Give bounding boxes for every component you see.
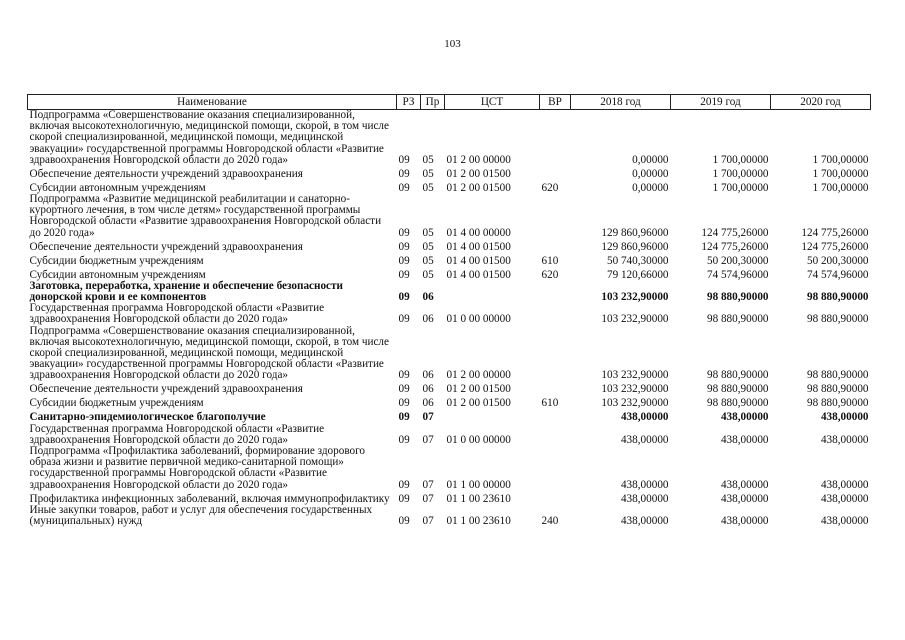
cell-name: Иные закупки товаров, работ и услуг для обеспечения государственных (муниципальных) нужд (29, 503, 373, 528)
cell-rz: 09 (398, 313, 410, 326)
cell-2018: 438,00000 (620, 433, 669, 446)
cell-name: Обеспечение деятельности учреждений здравоохранения (29, 240, 303, 253)
cell-2018: 103 232,90000 (601, 313, 669, 326)
cell-2020: 124 775,26000 (801, 226, 869, 239)
header-rz: РЗ (397, 95, 421, 110)
cell-2018: 103 232,90000 (601, 291, 669, 304)
cell-rz: 09 (398, 492, 410, 505)
cell-2020: 98 880,90000 (806, 369, 869, 382)
cell-pr: 05 (422, 254, 434, 267)
cell-vr (540, 303, 571, 325)
cell-pr: 07 (422, 515, 434, 528)
cell-cst: 01 4 00 00000 (446, 226, 511, 239)
cell-vr (540, 424, 571, 446)
cell-cst: 01 4 00 01500 (446, 268, 511, 281)
header-pr: Пр (421, 95, 445, 110)
cell-name: Государственная программа Новгородской области «Развитие здравоохранения Новгородской области до 2020 года» (29, 302, 325, 326)
cell-rz: 09 (398, 240, 410, 253)
cell-2020: 438,00000 (820, 433, 869, 446)
cell-rz: 09 (398, 181, 410, 194)
table-row (28, 505, 871, 527)
cell-rz: 09 (398, 515, 410, 528)
cell-cst (445, 410, 540, 424)
cell-name: Профилактика инфекционных заболеваний, включая иммунопрофилактику (29, 492, 390, 505)
cell-2018: 103 232,90000 (601, 383, 669, 396)
header-row (28, 95, 871, 110)
cell-name: Подпрограмма «Совершенствование оказания специализированной, включая высокотехнологичную, медицинской помощи, скорой, в том числе скорой специализированной, медицинской помощи, медицинской эвакуации» государственной программы Новгородской области «Развитие здравоохранения Новгородской области до 2020 года» (29, 324, 389, 382)
cell-rz: 09 (398, 291, 410, 304)
cell-2018: 438,00000 (620, 478, 669, 491)
cell-pr: 05 (422, 181, 434, 194)
cell-vr (540, 110, 571, 167)
cell-pr: 06 (422, 383, 434, 396)
cell-2018: 103 232,90000 (601, 369, 669, 382)
cell-2018: 50 740,30000 (606, 254, 669, 267)
cell-2020: 98 880,90000 (806, 383, 869, 396)
cell-2020: 1 700,00000 (812, 167, 869, 180)
cell-2019: 1 700,00000 (712, 181, 769, 194)
cell-vr: 620 (541, 268, 559, 281)
cell-rz: 09 (398, 411, 410, 424)
table-row (28, 253, 871, 267)
cell-2018: 438,00000 (620, 492, 669, 505)
cell-name: Субсидии бюджетным учреждениям (29, 397, 204, 410)
cell-2018: 129 860,96000 (601, 226, 669, 239)
table-row (28, 410, 871, 424)
cell-vr: 610 (541, 397, 559, 410)
table-row (28, 194, 871, 239)
table-header (28, 95, 871, 110)
header-2018: 2018 год (571, 95, 671, 110)
cell-pr: 06 (422, 369, 434, 382)
cell-2020: 438,00000 (820, 411, 869, 424)
cell-name: Субсидии автономным учреждениям (29, 268, 206, 281)
cell-2018: 103 232,90000 (601, 397, 669, 410)
cell-rz: 09 (398, 433, 410, 446)
cell-2019: 124 775,26000 (701, 226, 769, 239)
cell-cst: 01 2 00 01500 (446, 397, 511, 410)
table-row (28, 110, 871, 167)
cell-cst: 01 1 00 23610 (446, 515, 511, 528)
cell-2020: 124 775,26000 (801, 240, 869, 253)
cell-2020: 438,00000 (820, 515, 869, 528)
cell-2019: 438,00000 (720, 411, 769, 424)
header-cst: ЦСТ (445, 95, 540, 110)
cell-2018: 438,00000 (620, 411, 669, 424)
cell-pr: 06 (422, 397, 434, 410)
cell-name: Субсидии бюджетным учреждениям (29, 254, 204, 267)
table-row (28, 424, 871, 446)
page-number: 103 (444, 38, 461, 50)
cell-pr: 07 (422, 433, 434, 446)
table-row (28, 180, 871, 194)
table-row (28, 267, 871, 281)
cell-cst: 01 2 00 00000 (446, 153, 511, 166)
cell-2020: 438,00000 (820, 492, 869, 505)
header-2019: 2019 год (671, 95, 771, 110)
cell-pr: 07 (422, 411, 434, 424)
table-row (28, 446, 871, 491)
cell-2019: 98 880,90000 (706, 313, 769, 326)
cell-rz: 09 (398, 478, 410, 491)
cell-vr: 240 (541, 515, 559, 528)
cell-vr: 610 (541, 254, 559, 267)
cell-vr (540, 239, 571, 253)
cell-2019: 124 775,26000 (701, 240, 769, 253)
cell-2020: 74 574,96000 (806, 268, 869, 281)
cell-2019: 438,00000 (720, 433, 769, 446)
table-row (28, 239, 871, 253)
header-vr: ВР (540, 95, 571, 110)
cell-rz: 09 (398, 383, 410, 396)
cell-2019: 98 880,90000 (706, 369, 769, 382)
cell-2020: 438,00000 (820, 478, 869, 491)
cell-2020: 98 880,90000 (806, 397, 869, 410)
table-row (28, 303, 871, 325)
cell-2019: 98 880,90000 (706, 383, 769, 396)
cell-cst: 01 2 00 01500 (446, 167, 511, 180)
budget-table (27, 94, 871, 527)
cell-rz: 09 (398, 369, 410, 382)
cell-cst: 01 4 00 01500 (446, 240, 511, 253)
table-row (28, 326, 871, 382)
cell-cst: 01 2 00 01500 (446, 181, 511, 194)
cell-name: Субсидии автономным учреждениям (29, 181, 206, 194)
table-row (28, 382, 871, 396)
cell-pr: 07 (422, 492, 434, 505)
cell-vr (540, 281, 571, 303)
cell-rz: 09 (398, 397, 410, 410)
cell-rz: 09 (398, 226, 410, 239)
cell-vr (540, 446, 571, 491)
cell-2019: 98 880,90000 (706, 291, 769, 304)
cell-2018: 0,00000 (632, 167, 669, 180)
cell-pr: 05 (422, 240, 434, 253)
cell-cst: 01 0 00 00000 (446, 313, 511, 326)
cell-rz: 09 (398, 153, 410, 166)
table-row (28, 491, 871, 505)
cell-name: Обеспечение деятельности учреждений здравоохранения (29, 167, 303, 180)
cell-vr (540, 326, 571, 382)
cell-name: Государственная программа Новгородской области «Развитие здравоохранения Новгородской области до 2020 года» (29, 422, 325, 446)
cell-pr: 05 (422, 226, 434, 239)
cell-2020: 98 880,90000 (806, 313, 869, 326)
cell-rz: 09 (398, 254, 410, 267)
cell-pr: 05 (422, 268, 434, 281)
cell-vr (540, 491, 571, 505)
cell-2019: 74 574,96000 (706, 268, 769, 281)
cell-pr: 05 (422, 153, 434, 166)
cell-cst (445, 281, 540, 303)
cell-2020: 1 700,00000 (812, 153, 869, 166)
cell-cst: 01 1 00 00000 (446, 478, 511, 491)
cell-vr (540, 382, 571, 396)
cell-2020: 1 700,00000 (812, 181, 869, 194)
cell-2020: 50 200,30000 (806, 254, 869, 267)
cell-name: Обеспечение деятельности учреждений здравоохранения (29, 383, 303, 396)
cell-name: Подпрограмма «Развитие медицинской реабилитации и санаторно-курортного лечения, в том числе детям» государственной программы Новгородской области «Развитие здравоохранения Новгородской области до 2020 года» (29, 193, 382, 239)
cell-name: Санитарно-эпидемиологическое благополучие (29, 411, 266, 424)
cell-2020: 98 880,90000 (806, 291, 869, 304)
table-row (28, 166, 871, 180)
cell-2018: 79 120,66000 (606, 268, 669, 281)
cell-name: Заготовка, переработка, хранение и обеспечение безопасности донорской крови и ее компонентов (29, 279, 343, 304)
cell-2019: 1 700,00000 (712, 153, 769, 166)
header-name: Наименование (28, 95, 397, 110)
cell-vr (540, 194, 571, 239)
cell-2019: 50 200,30000 (706, 254, 769, 267)
cell-vr: 620 (541, 181, 559, 194)
cell-name: Подпрограмма «Совершенствование оказания специализированной, включая высокотехнологичную, медицинской помощи, скорой, в том числе скорой специализированной, медицинской помощи, медицинской эвакуации» государственной программы Новгородской области «Развитие здравоохранения Новгородской области до 2020 года» (29, 109, 389, 166)
cell-2019: 98 880,90000 (706, 397, 769, 410)
header-2020: 2020 год (771, 95, 871, 110)
cell-2019: 438,00000 (720, 515, 769, 528)
cell-vr (540, 410, 571, 424)
cell-2019: 1 700,00000 (712, 167, 769, 180)
cell-2018: 438,00000 (620, 515, 669, 528)
cell-cst: 01 0 00 00000 (446, 433, 511, 446)
table-body (28, 110, 871, 528)
cell-cst: 01 2 00 01500 (446, 383, 511, 396)
cell-name: Подпрограмма «Профилактика заболеваний, формирование здорового образа жизни и развитие первичной медико-санитарной помощи» государственной программы Новгородской области «Развитие здравоохранения Новгородской области до 2020 года» (29, 445, 366, 491)
table-row (28, 281, 871, 303)
cell-2019: 438,00000 (720, 478, 769, 491)
cell-pr: 07 (422, 478, 434, 491)
cell-cst: 01 4 00 01500 (446, 254, 511, 267)
cell-2018: 0,00000 (632, 153, 669, 166)
cell-pr: 06 (422, 291, 434, 304)
cell-2019: 438,00000 (720, 492, 769, 505)
cell-rz: 09 (398, 268, 410, 281)
cell-pr: 05 (422, 167, 434, 180)
cell-cst: 01 2 00 00000 (446, 369, 511, 382)
cell-2018: 0,00000 (632, 181, 669, 194)
cell-pr: 06 (422, 313, 434, 326)
table-row (28, 396, 871, 410)
cell-2018: 129 860,96000 (601, 240, 669, 253)
cell-vr (540, 166, 571, 180)
cell-rz: 09 (398, 167, 410, 180)
cell-cst: 01 1 00 23610 (446, 492, 511, 505)
